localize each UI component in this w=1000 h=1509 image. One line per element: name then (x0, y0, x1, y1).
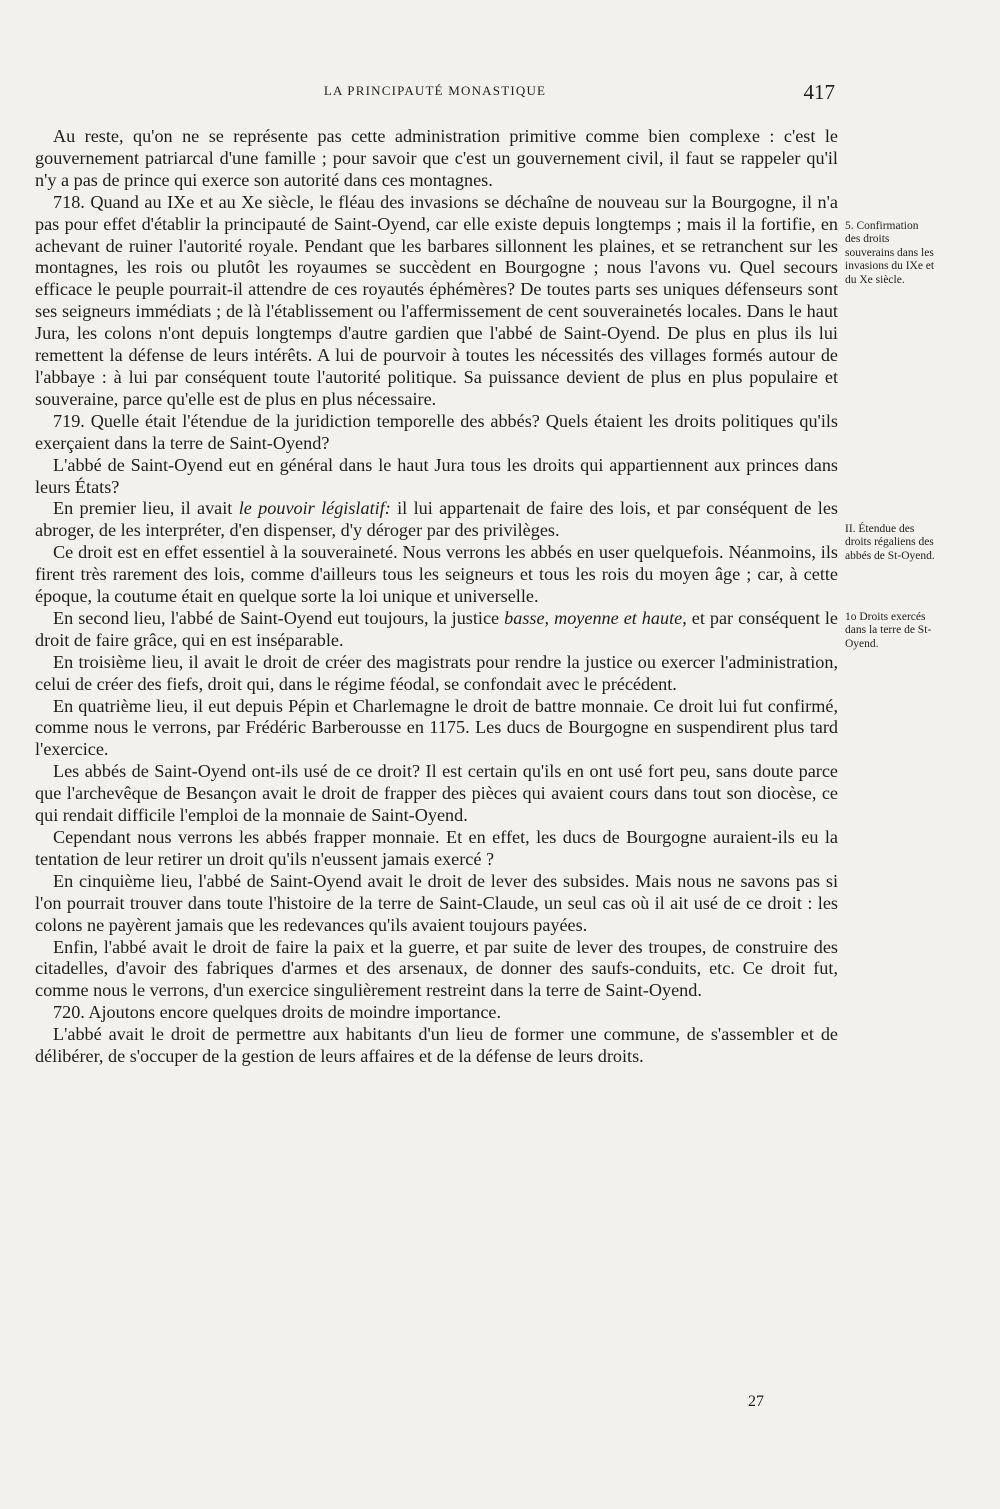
paragraph: L'abbé avait le droit de permettre aux habitants d'un lieu de former une commune, de s'assembler et de délibérer, de s'occuper de la gestion de leurs affaires et de la défense de leurs droits. (35, 1024, 838, 1067)
paragraph: 719. Quelle était l'étendue de la juridiction temporelle des abbés? Quels étaient les droits politiques qu'ils exerçaient dans la terre de Saint-Oyend? (35, 410, 838, 453)
text-run: , et par conséquent le droit de faire grâce, qui en est inséparable. (35, 607, 838, 650)
paragraph: En cinquième lieu, l'abbé de Saint-Oyend avait le droit de lever des subsides. Mais nous ne savons pas si l'on pourrait trouver dans toute l'histoire de la terre de Saint-Claude, un seul cas où il ait usé de ce droit : les colons ne payèrent jamais que les redevances qu'ils avaient toujours payées. (35, 870, 838, 935)
paragraph: 720. Ajoutons encore quelques droits de moindre importance. (53, 1002, 502, 1023)
page-number: 417 (803, 80, 835, 104)
paragraph: 718. Quand au IXe et au Xe siècle, le fléau des invasions se déchaîne de nouveau sur la Bourgogne, il n'a pas pour effet d'établir la principauté de Saint-Oyend, car elle existe depuis longtemps ; mais il la fortifie, en achevant de ruiner l'autorité royale. Pendant que les barbares sillonnent les plaines, et se retranchent sur les montagnes, les rois ou plutôt les royaumes se succèdent en Bourgogne ; nous l'avons vu. Quel secours efficace le peuple pourrait-il attendre de ces royautés éphémères? De toutes parts ses uniques défenseurs sont ses seigneurs immédiats ; de là l'établissement ou l'affermissement de cent souverainetés locales. Dans le haut Jura, les colons n'ont depuis longtemps d'autre gardien que l'abbé de Saint-Oyend. De plus en plus ils lui remettent la défense de leurs intérêts. A lui de pourvoir à toutes les nécessités des villages formés autour de l'abbaye : à lui par conséquent toute l'autorité politique. Sa puissance devient de plus en plus populaire et souveraine, parce qu'elle est de plus en plus nécessaire. (35, 191, 838, 409)
margin-note: 1o Droits exercés dans la terre de St-Oyend. (845, 611, 932, 650)
paragraph: Les abbés de Saint-Oyend ont-ils usé de ce droit? Il est certain qu'ils en ont usé fort peu, sans doute parce que l'archevêque de Besançon avait le droit de frapper des pièces qui avaient cours dans tout son diocèse, ce qui rendait difficile l'emploi de la monnaie de Saint-Oyend. (35, 761, 838, 826)
paragraph: Au reste, qu'on ne se représente pas cette administration primitive comme bien complexe : c'est le gouvernement patriarcal d'une famille ; pour savoir que c'est un gouvernement civil, il faut se rappeler qu'il n'y a pas de prince qui exerce son autorité dans ces montagnes. (35, 126, 838, 190)
paragraph: Cependant nous verrons les abbés frapper monnaie. Et en effet, les ducs de Bourgogne auraient-ils eu la tentation de leur retirer un droit qu'ils n'eussent jamais exercé ? (35, 827, 838, 869)
text-run: il lui appartenait de faire des lois, et par conséquent de les abroger, de les interpréter, d'en dispenser, d'y déroger par des privilèges. (35, 498, 838, 541)
paragraph: L'abbé de Saint-Oyend eut en général dans le haut Jura tous les droits qui appartiennent aux princes dans leurs États? (35, 454, 838, 497)
paragraph: Ce droit est en effet essentiel à la souveraineté. Nous verrons les abbés en user quelquefois. Néanmoins, ils firent très rarement des lois, comme d'ailleurs tous les seigneurs et tous les rois du moyen âge ; car, à cette époque, la coutume était en quelque sorte la loi unique et universelle. (35, 542, 838, 607)
main-text (35, 126, 838, 1068)
running-title: LA PRINCIPAUTÉ MONASTIQUE (323, 83, 547, 98)
running-head (35, 80, 835, 104)
margin-note: II. Étendue des droits régaliens des abbés de St-Oyend. (845, 523, 935, 562)
text-run: En premier lieu, il avait (53, 498, 239, 519)
signature-number: 27 (748, 1393, 764, 1410)
italic-term: basse, moyenne et haute (504, 607, 683, 628)
text-run: En second lieu, l'abbé de Saint-Oyend eut toujours, la justice (53, 607, 505, 628)
paragraph: Enfin, l'abbé avait le droit de faire la paix et la guerre, et par suite de lever des troupes, de construire des citadelles, d'avoir des fabriques d'armes et des arsenaux, de donner des saufs-conduits, etc. Ce droit fut, comme nous le verrons, d'un exercice singulièrement restreint dans la terre de Saint-Oyend. (35, 936, 838, 1001)
margin-note: 5. Confirmation des droits souverains dans les invasions du IXe et du Xe siècle. (845, 220, 935, 286)
italic-term: le pouvoir législatif: (238, 498, 391, 519)
paragraph: En troisième lieu, il avait le droit de créer des magistrats pour rendre la justice ou exercer l'administration, celui de créer des fiefs, droit qui, dans le régime féodal, se confondait avec le précédent. (35, 651, 838, 694)
paragraph: En quatrième lieu, il eut depuis Pépin et Charlemagne le droit de battre monnaie. Ce droit lui fut confirmé, comme nous le verrons, par Frédéric Barberousse en 1175. Les ducs de Bourgogne en suspendirent plus tard l'exercice. (35, 695, 838, 760)
paragraph-justice (35, 608, 838, 652)
paragraph-legislative-power (35, 498, 838, 542)
